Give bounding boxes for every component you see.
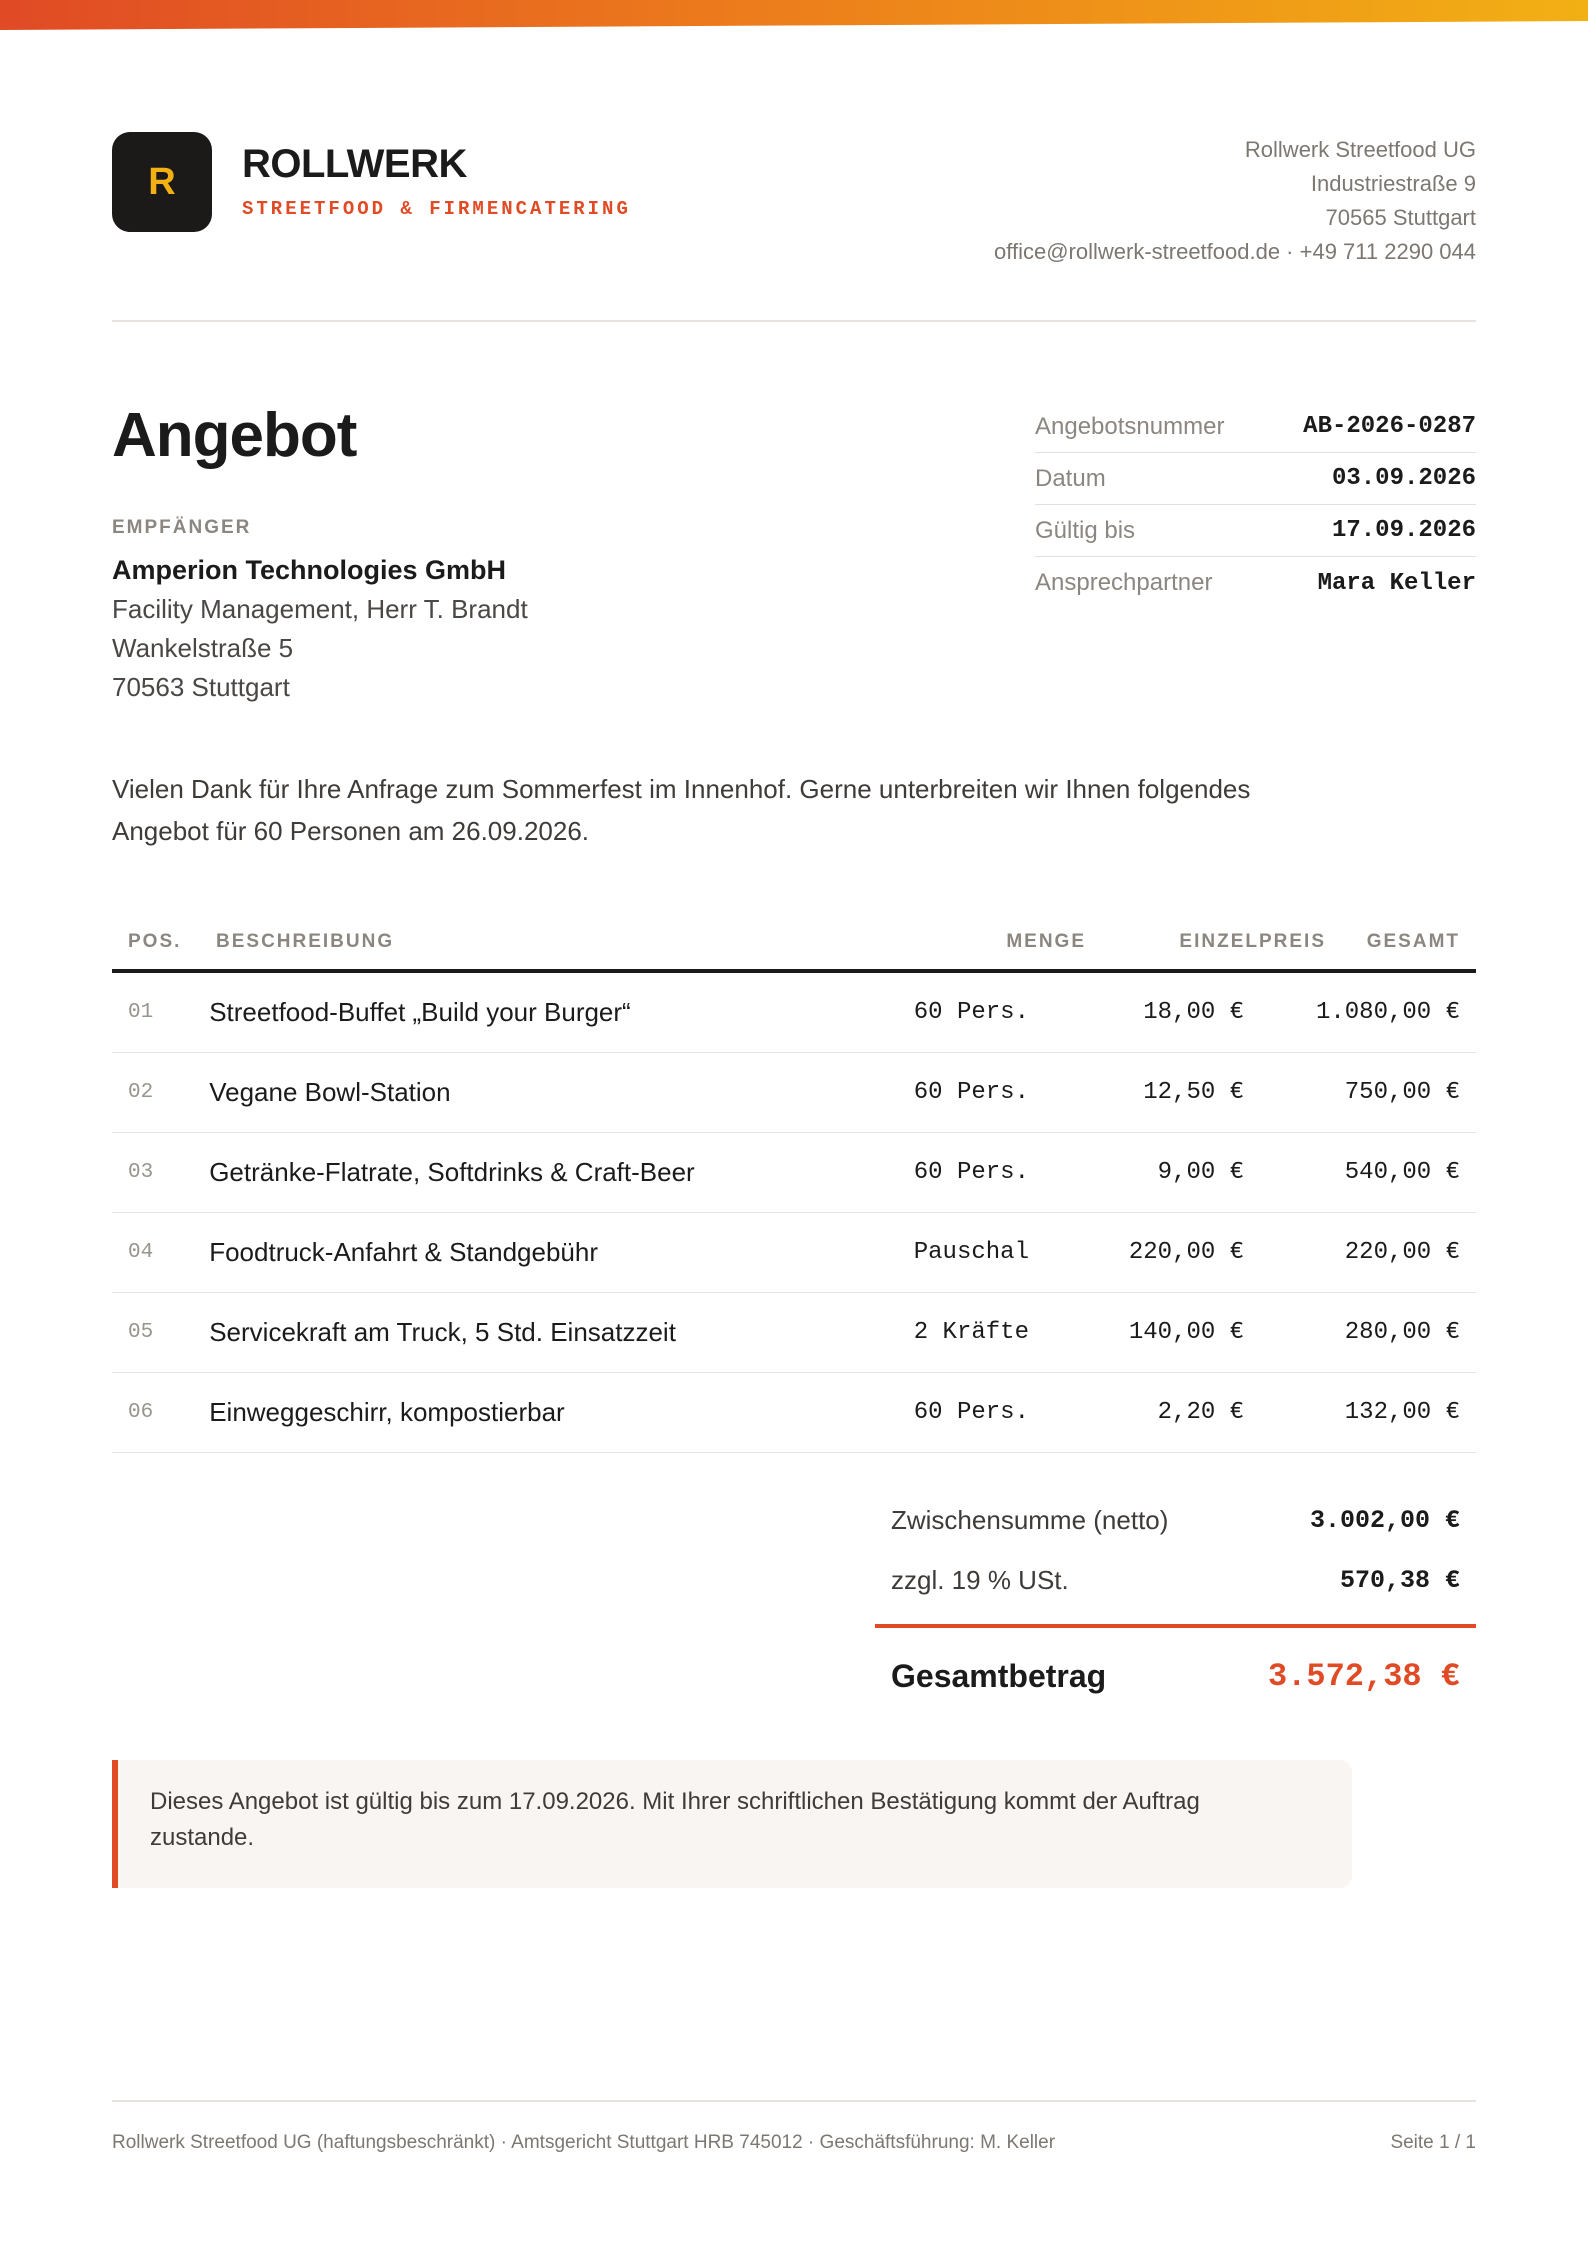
cell-pos: 04 xyxy=(128,1241,154,1264)
cell-total: 1.080,00 € xyxy=(1315,999,1460,1026)
meta-row-contact-person xyxy=(1035,557,1476,609)
cell-description: Einweggeschirr, kompostierbar xyxy=(209,1397,565,1427)
recipient-city: 70563 Stuttgart xyxy=(112,672,290,702)
cell-total: 132,00 € xyxy=(1344,1399,1460,1426)
note-line: Dieses Angebot ist gültig bis zum 17.09.2026. Mit Ihrer schriftlichen Bestätigung kommt der Auftrag xyxy=(150,1788,1200,1815)
cell-pos: 01 xyxy=(128,1001,154,1024)
table-row xyxy=(112,1293,1476,1373)
grand-total-label: Gesamtbetrag xyxy=(891,1657,1107,1694)
header-total: GESAMT xyxy=(1366,931,1460,952)
meta-row-offer-number xyxy=(1035,401,1476,453)
sender-contact: office@rollwerk-streetfood.de · +49 711 2290 044 xyxy=(994,239,1476,264)
cell-unit-price: 9,00 € xyxy=(1157,1159,1245,1186)
cell-unit-price: 220,00 € xyxy=(1128,1239,1245,1266)
cell-description: Streetfood-Buffet „Build your Burger“ xyxy=(209,997,631,1027)
vat-label: zzgl. 19 % USt. xyxy=(891,1564,1069,1595)
cell-total: 220,00 € xyxy=(1344,1239,1460,1266)
brand-name: ROLLWERK xyxy=(242,142,467,186)
cell-unit-price: 18,00 € xyxy=(1143,999,1245,1026)
table-row xyxy=(112,1053,1476,1133)
cell-description: Getränke-Flatrate, Softdrinks & Craft-Beer xyxy=(209,1157,695,1187)
cell-pos: 05 xyxy=(128,1321,154,1344)
footer-legal: Rollwerk Streetfood UG (haftungsbeschränkt) · Amtsgericht Stuttgart HRB 745012 · Geschäftsführung: M. Keller xyxy=(112,2132,1056,2153)
cell-quantity: 60 Pers. xyxy=(913,1079,1029,1106)
cell-unit-price: 140,00 € xyxy=(1128,1319,1245,1346)
validity-note xyxy=(112,1760,1352,1888)
intro-text xyxy=(112,768,1312,852)
offer-meta-table xyxy=(1035,401,1476,609)
cell-total: 540,00 € xyxy=(1344,1159,1460,1186)
recipient-address xyxy=(112,551,528,707)
recipient-attention: Facility Management, Herr T. Brandt xyxy=(112,594,528,624)
header-pos: POS. xyxy=(128,931,182,952)
sender-city: 70565 Stuttgart xyxy=(1325,205,1476,230)
cell-quantity: 60 Pers. xyxy=(913,1399,1029,1426)
footer-divider xyxy=(112,2100,1476,2102)
meta-value: Mara Keller xyxy=(1317,569,1476,597)
meta-key: Gültig bis xyxy=(1035,516,1136,544)
intro-line: Vielen Dank für Ihre Anfrage zum Sommerfest im Innenhof. Gerne unterbreiten wir Ihnen folgendes xyxy=(112,774,1251,804)
note-line: zustande. xyxy=(150,1824,255,1851)
recipient-company: Amperion Technologies GmbH xyxy=(112,555,507,585)
document-title: Angebot xyxy=(112,401,357,470)
meta-row-valid-until xyxy=(1035,505,1476,557)
subtotal-value: 3.002,00 € xyxy=(1309,1505,1460,1535)
cell-total: 280,00 € xyxy=(1344,1319,1460,1346)
cell-unit-price: 2,20 € xyxy=(1157,1399,1245,1426)
meta-value: AB-2026-0287 xyxy=(1303,413,1476,440)
table-row xyxy=(112,1133,1476,1213)
header-divider xyxy=(112,320,1476,322)
cell-description: Vegane Bowl-Station xyxy=(209,1077,451,1107)
document-page xyxy=(112,0,1476,2246)
meta-key: Ansprechpartner xyxy=(1035,569,1213,596)
cell-quantity: 2 Kräfte xyxy=(913,1319,1029,1346)
cell-unit-price: 12,50 € xyxy=(1143,1079,1245,1106)
table-row xyxy=(112,1373,1476,1453)
recipient-street: Wankelstraße 5 xyxy=(112,633,294,663)
sender-street: Industriestraße 9 xyxy=(1310,171,1476,196)
intro-line: Angebot für 60 Personen am 26.09.2026. xyxy=(112,816,590,846)
grand-total-value: 3.572,38 € xyxy=(1267,1657,1460,1695)
header-quantity: MENGE xyxy=(1006,931,1086,952)
grand-total-row xyxy=(875,1628,1476,1724)
logo xyxy=(112,132,212,232)
cell-pos: 03 xyxy=(128,1161,154,1184)
brand-tagline: STREETFOOD & FIRMENCATERING xyxy=(242,198,631,220)
cell-description: Servicekraft am Truck, 5 Std. Einsatzzeit xyxy=(209,1317,676,1347)
meta-value: 17.09.2026 xyxy=(1331,517,1476,544)
line-items-table xyxy=(112,915,1476,1453)
logo-letter: R xyxy=(148,160,176,203)
totals-block xyxy=(875,1490,1476,1724)
meta-key: Datum xyxy=(1035,464,1106,492)
cell-description: Foodtruck-Anfahrt & Standgebühr xyxy=(209,1237,598,1267)
meta-key: Angebotsnummer xyxy=(1035,412,1225,440)
cell-quantity: 60 Pers. xyxy=(913,1159,1029,1186)
subtotal-row xyxy=(875,1490,1476,1550)
vat-value: 570,38 € xyxy=(1339,1565,1460,1595)
table-row xyxy=(112,1213,1476,1293)
cell-pos: 06 xyxy=(128,1401,154,1424)
header-unit-price: EINZELPREIS xyxy=(1179,931,1326,952)
header-description: BESCHREIBUNG xyxy=(216,931,395,952)
page-number: Seite 1 / 1 xyxy=(1390,2132,1476,2153)
table-row xyxy=(112,973,1476,1053)
meta-row-date xyxy=(1035,453,1476,505)
sender-company: Rollwerk Streetfood UG xyxy=(1244,137,1476,162)
recipient-label: EMPFÄNGER xyxy=(112,517,252,538)
subtotal-label: Zwischensumme (netto) xyxy=(891,1504,1169,1535)
meta-value: 03.09.2026 xyxy=(1331,465,1476,492)
brand-header xyxy=(112,132,631,232)
cell-pos: 02 xyxy=(128,1081,154,1104)
vat-row xyxy=(875,1550,1476,1610)
sender-address xyxy=(994,133,1476,269)
cell-total: 750,00 € xyxy=(1344,1079,1460,1106)
table-header xyxy=(112,915,1476,973)
cell-quantity: Pauschal xyxy=(913,1239,1029,1266)
cell-quantity: 60 Pers. xyxy=(913,999,1029,1026)
